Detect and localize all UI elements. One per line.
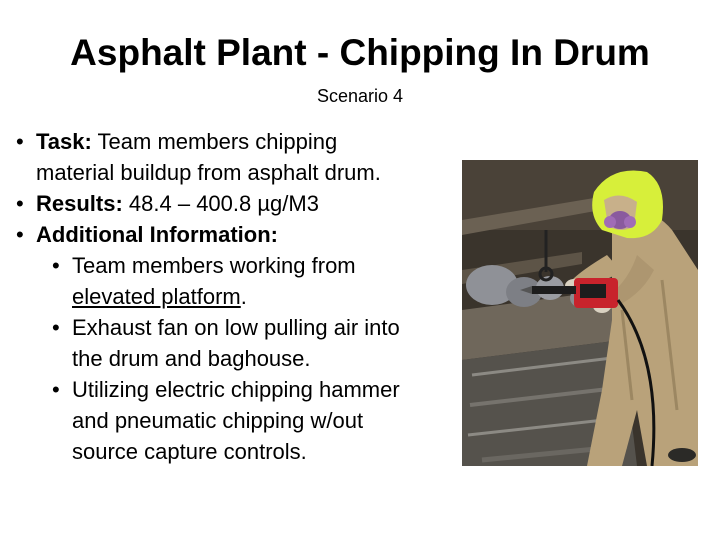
task-label: Task: xyxy=(36,129,92,154)
sub3-line3: source capture controls. xyxy=(72,439,307,464)
sub1-tail: . xyxy=(240,284,247,309)
task-text-line1: Team members chipping xyxy=(91,129,338,154)
additional-label: Additional Information: xyxy=(36,222,278,247)
bullet-task xyxy=(16,126,466,188)
slide-subtitle: Scenario 4 xyxy=(316,86,404,106)
sub1-line1: Team members working from xyxy=(72,253,356,278)
task-text-line2: material buildup from asphalt drum. xyxy=(36,160,381,185)
sub3-line1: Utilizing electric chipping hammer xyxy=(72,377,400,402)
worker-chipping-photo xyxy=(462,160,698,466)
bullet-additional xyxy=(16,219,466,250)
sub-bullet-exhaust xyxy=(16,312,466,374)
hammer-chisel xyxy=(532,286,576,294)
bullet-results xyxy=(16,188,466,219)
results-text: 48.4 – 400.8 µg/M3 xyxy=(122,191,319,216)
sub3-line2: and pneumatic chipping w/out xyxy=(72,408,364,433)
bullet-list xyxy=(16,126,466,467)
sub2-line1: Exhaust fan on low pulling air into xyxy=(72,315,400,340)
sub-bullet-platform xyxy=(16,250,466,312)
worker-chipping-illustration xyxy=(462,160,698,466)
sub2-line2: the drum and baghouse. xyxy=(72,346,311,371)
slide-title: Asphalt Plant - Chipping In Drum xyxy=(70,32,650,73)
elevated-platform-text: elevated platform xyxy=(72,284,241,309)
results-label: Results: xyxy=(36,191,123,216)
sub-bullet-hammer xyxy=(16,374,466,467)
